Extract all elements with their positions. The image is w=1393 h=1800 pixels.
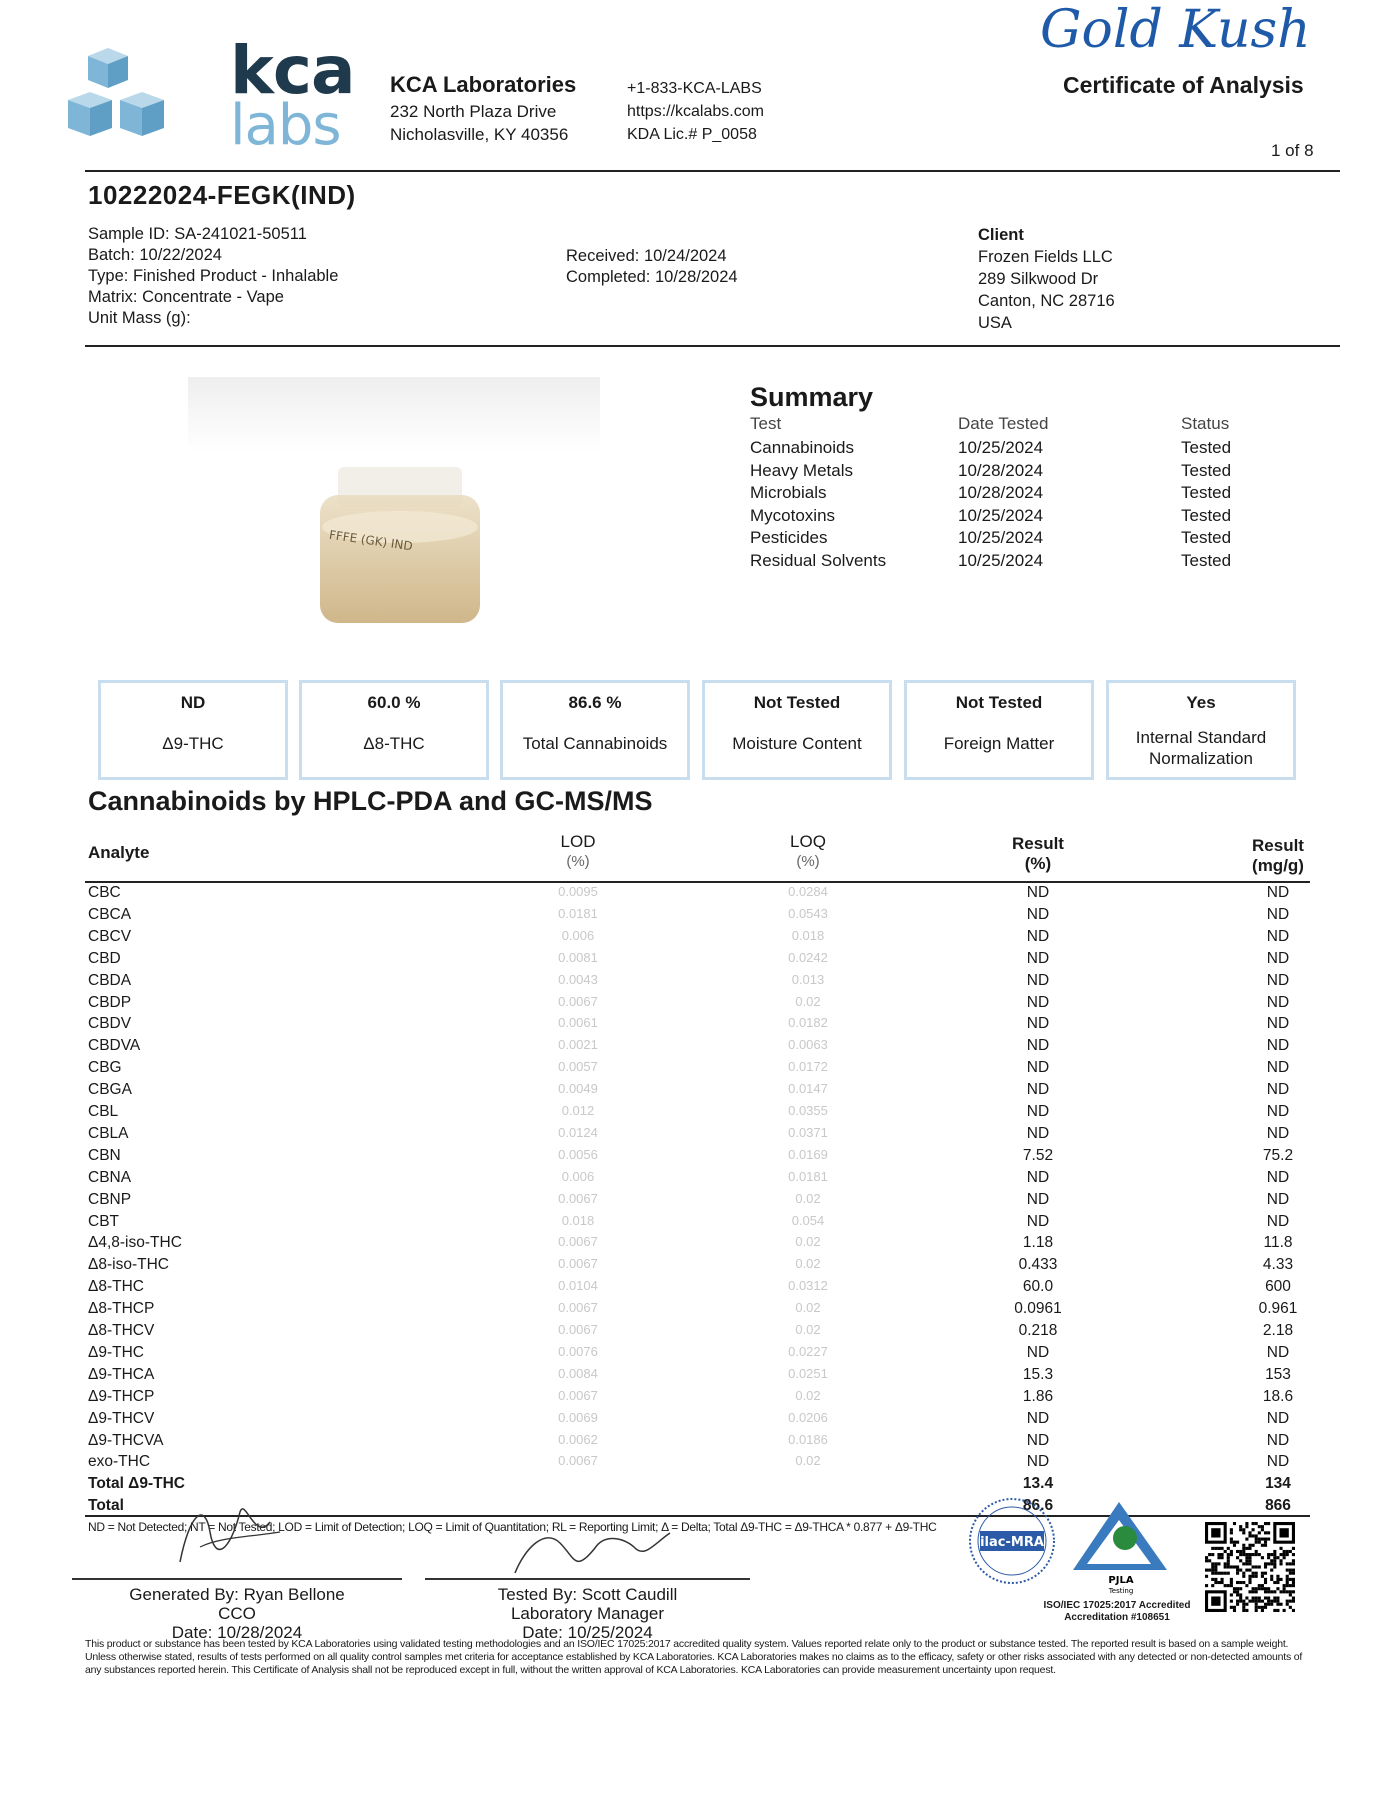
- table-row: [88, 1410, 1308, 1432]
- result-box: [1106, 680, 1296, 780]
- lab-website-link[interactable]: https://kcalabs.com: [627, 103, 764, 120]
- client-line: Frozen Fields LLC: [978, 248, 1113, 266]
- result-box: [98, 680, 288, 780]
- loq-value: 0.02: [795, 1190, 821, 1206]
- kca-cubes-logo-icon: [68, 48, 208, 158]
- lab-address: [390, 100, 568, 146]
- document-title: Certificate of Analysis: [1063, 72, 1304, 98]
- loq-value: 0.0227: [788, 1343, 828, 1359]
- col-result-mg-label: Result: [1252, 836, 1304, 855]
- result-mg-per-g: ND: [1266, 971, 1290, 989]
- summary-date: 10/25/2024: [958, 438, 1044, 457]
- analyte-name: CBDV: [88, 1015, 132, 1033]
- result-percent: 15.3: [1022, 1365, 1054, 1383]
- sample-type: Type: Finished Product - Inhalable: [88, 267, 339, 285]
- sample-code: 10222024-FEGK(IND): [88, 180, 356, 210]
- result-mg-per-g: ND: [1266, 1103, 1290, 1120]
- result-box-label: Δ9-THC: [162, 734, 224, 753]
- result-mg-per-g: ND: [1266, 1168, 1290, 1186]
- result-percent: ND: [1026, 1343, 1050, 1361]
- analyte-name: CBG: [88, 1059, 122, 1077]
- lod-value: 0.0049: [558, 1081, 598, 1097]
- summary-title: Summary: [750, 382, 874, 412]
- analyte-name: Δ9-THCVA: [88, 1431, 164, 1449]
- lod-value: 0.0095: [558, 884, 598, 899]
- table-row: [88, 1432, 1308, 1454]
- table-row: [88, 972, 1308, 994]
- summary-row: [750, 461, 1270, 483]
- result-mg-per-g: ND: [1266, 1343, 1290, 1361]
- result-percent: ND: [1026, 1168, 1050, 1186]
- summary-date: 10/25/2024: [958, 528, 1044, 548]
- result-mg-per-g: ND: [1266, 1037, 1290, 1055]
- result-percent: 0.433: [1018, 1256, 1058, 1274]
- result-box-label: Total Cannabinoids: [522, 734, 668, 753]
- tested-by-name: Tested By: Scott Caudill: [497, 1585, 678, 1604]
- summary-row: [750, 551, 1270, 573]
- lab-phone: +1-833-KCA-LABS: [627, 80, 762, 97]
- table-header-divider: [85, 881, 1310, 883]
- loq-value: 0.0242: [788, 949, 828, 965]
- result-box-label: Foreign Matter: [943, 734, 1055, 753]
- sample-unit-mass: Unit Mass (g):: [88, 309, 191, 327]
- table-row: [88, 1081, 1308, 1103]
- analyte-name: CBN: [88, 1146, 121, 1164]
- summary-row: [750, 438, 1270, 460]
- loq-value: 0.054: [791, 1212, 825, 1228]
- analyte-name: CBL: [88, 1103, 119, 1120]
- result-mg-per-g: 866: [1265, 1497, 1291, 1515]
- summary-row: [750, 528, 1270, 550]
- loq-value: 0.0063: [788, 1037, 828, 1053]
- result-mg-per-g: 134: [1265, 1475, 1291, 1493]
- loq-value: 0.02: [795, 1322, 821, 1337]
- result-mg-per-g: ND: [1266, 1081, 1290, 1099]
- analyte-name: CBD: [88, 949, 121, 967]
- result-mg-per-g: 4.33: [1262, 1256, 1294, 1274]
- analyte-name: CBDP: [88, 993, 132, 1011]
- table-row: [88, 1453, 1308, 1475]
- sample-batch: Batch: 10/22/2024: [88, 246, 222, 264]
- lod-value: 0.0057: [558, 1059, 598, 1075]
- result-percent: ND: [1026, 993, 1050, 1011]
- result-box-value: Yes: [1186, 693, 1216, 712]
- loq-value: 0.0182: [788, 1015, 828, 1031]
- loq-value: 0.02: [795, 1234, 821, 1250]
- result-mg-per-g: ND: [1266, 1409, 1290, 1427]
- tested-by-date: Date: 10/25/2024: [522, 1623, 653, 1642]
- generated-by-name: Generated By: Ryan Bellone: [129, 1585, 345, 1604]
- lod-value: 0.012: [561, 1103, 595, 1118]
- analyte-name: Δ8-THC: [88, 1278, 144, 1296]
- summary-test: Residual Solvents: [750, 551, 887, 570]
- result-mg-per-g: ND: [1266, 1190, 1290, 1208]
- lod-value: 0.0061: [558, 1015, 598, 1031]
- analyte-name: Δ9-THCP: [88, 1387, 155, 1405]
- vial-icon: [188, 377, 600, 633]
- handwritten-note: Gold Kush: [1040, 0, 1311, 60]
- loq-value: 0.018: [791, 927, 825, 943]
- loq-value: 0.0284: [788, 884, 828, 899]
- table-row: [88, 1147, 1308, 1169]
- col-lod: [488, 832, 668, 872]
- loq-value: 0.02: [795, 1300, 821, 1316]
- loq-value: 0.0251: [788, 1365, 828, 1381]
- summary-status: Tested: [1181, 438, 1232, 457]
- analyte-name: Δ9-THCV: [88, 1409, 155, 1427]
- summary-date: 10/25/2024: [958, 551, 1044, 570]
- generated-by: [72, 1585, 402, 1642]
- lab-address-line: 232 North Plaza Drive: [390, 102, 557, 121]
- result-box-value: 86.6 %: [568, 693, 622, 712]
- col-loq-label: LOQ: [790, 832, 826, 851]
- analyte-name: CBLA: [88, 1124, 129, 1142]
- lod-value: 0.0067: [558, 1190, 598, 1206]
- result-mg-per-g: 0.961: [1258, 1300, 1298, 1318]
- loq-value: 0.0186: [788, 1431, 828, 1447]
- summary-test: Microbials: [750, 483, 827, 503]
- col-result-pct: [948, 834, 1128, 874]
- pjla-name: PJLA: [1108, 1575, 1134, 1586]
- lab-name: KCA Laboratories: [390, 72, 577, 97]
- loq-value: 0.013: [791, 971, 825, 987]
- lod-value: 0.0181: [558, 905, 598, 921]
- qr-code-icon[interactable]: [1205, 1522, 1295, 1612]
- analyte-name: Δ4,8-iso-THC: [88, 1234, 182, 1252]
- lab-license: KDA Lic.# P_0058: [627, 126, 757, 143]
- result-box-label: Internal Standard Normalization: [1135, 728, 1267, 768]
- lod-value: 0.0069: [558, 1409, 598, 1425]
- result-mg-per-g: 2.18: [1262, 1322, 1294, 1339]
- col-result-mg-unit: (mg/g): [1252, 856, 1304, 875]
- result-percent: ND: [1026, 1409, 1050, 1427]
- signature-bellone-icon: [160, 1492, 290, 1572]
- table-row: [88, 1191, 1308, 1213]
- loq-value: 0.0543: [788, 905, 828, 921]
- page-number: 1 of 8: [1271, 141, 1314, 160]
- analyte-name: Δ8-iso-THC: [88, 1256, 169, 1274]
- loq-value: 0.02: [795, 1387, 821, 1403]
- analyte-name: CBT: [88, 1212, 119, 1230]
- result-percent: 0.0961: [1014, 1300, 1062, 1318]
- client-line: USA: [978, 314, 1012, 332]
- pjla-sub: Testing: [1108, 1587, 1134, 1595]
- summary-status: Tested: [1181, 505, 1232, 525]
- table-row: [88, 950, 1308, 972]
- summary-date: 10/28/2024: [958, 483, 1044, 503]
- logo-kca-text: kca: [230, 32, 355, 109]
- table-row: [88, 1234, 1308, 1256]
- result-mg-per-g: ND: [1266, 905, 1290, 923]
- result-mg-per-g: ND: [1266, 884, 1290, 901]
- lod-value: 0.006: [561, 927, 595, 943]
- result-box-value: 60.0 %: [367, 693, 421, 712]
- lab-contact: [627, 77, 764, 146]
- result-percent: ND: [1026, 949, 1050, 967]
- result-percent: 13.4: [1022, 1475, 1054, 1493]
- analyte-name: exo-THC: [88, 1453, 151, 1471]
- table-row: [88, 1213, 1308, 1235]
- sample-meta: [88, 224, 338, 329]
- analyte-name: CBCV: [88, 927, 132, 945]
- lod-value: 0.0084: [558, 1365, 598, 1381]
- result-mg-per-g: ND: [1266, 1124, 1290, 1142]
- lod-value: 0.0076: [558, 1343, 598, 1359]
- result-percent: 1.86: [1022, 1387, 1054, 1405]
- summary-test: Cannabinoids: [750, 438, 854, 457]
- loq-value: 0.02: [795, 1256, 821, 1272]
- result-box: [702, 680, 892, 780]
- table-row: [88, 1256, 1308, 1278]
- col-result-pct-label: Result: [1012, 834, 1064, 853]
- loq-value: 0.0181: [788, 1168, 828, 1184]
- vial-label: FFFE (GK) IND: [328, 527, 414, 554]
- table-row: [88, 1366, 1308, 1388]
- pjla-accreditation: [1022, 1600, 1212, 1624]
- lod-value: 0.0062: [558, 1431, 598, 1447]
- analyte-name: CBC: [88, 884, 121, 901]
- client-heading: Client: [978, 226, 1024, 244]
- summary-date: Date Tested: [958, 414, 1049, 433]
- table-row: [88, 1300, 1308, 1322]
- summary-status: Tested: [1181, 483, 1232, 503]
- table-row: [88, 1015, 1308, 1037]
- result-percent: 7.52: [1022, 1146, 1054, 1164]
- table-row: [88, 1322, 1308, 1344]
- lod-value: 0.006: [561, 1168, 595, 1184]
- result-mg-per-g: 600: [1265, 1278, 1291, 1296]
- analyte-name: Δ8-THCP: [88, 1300, 155, 1318]
- loq-value: 0.0206: [788, 1409, 828, 1425]
- result-percent: ND: [1026, 1059, 1050, 1077]
- result-percent: ND: [1026, 1431, 1050, 1449]
- lod-value: 0.018: [561, 1212, 595, 1228]
- summary-row: [750, 506, 1270, 528]
- pjla-line: Accreditation #108651: [1064, 1612, 1170, 1623]
- lod-value: 0.0067: [558, 1234, 598, 1250]
- result-percent: ND: [1026, 927, 1050, 945]
- pjla-line: ISO/IEC 17025:2017 Accredited: [1043, 1600, 1191, 1611]
- header-divider: [85, 170, 1340, 172]
- lod-value: 0.0067: [558, 1322, 598, 1337]
- result-mg-per-g: ND: [1266, 1453, 1290, 1471]
- result-mg-per-g: ND: [1266, 949, 1290, 967]
- result-box-label: Moisture Content: [732, 734, 862, 753]
- lod-value: 0.0067: [558, 1300, 598, 1316]
- summary-test: Test: [750, 414, 782, 433]
- cannabinoids-title: Cannabinoids by HPLC-PDA and GC-MS/MS: [88, 786, 653, 816]
- analyte-name: Total: [88, 1497, 124, 1515]
- result-box: [904, 680, 1094, 780]
- table-row: [88, 1388, 1308, 1410]
- analyte-name: Δ9-THC: [88, 1343, 144, 1361]
- result-percent: ND: [1026, 1124, 1050, 1142]
- lod-value: 0.0056: [558, 1146, 598, 1162]
- table-row: [88, 928, 1308, 950]
- result-mg-per-g: ND: [1266, 1431, 1290, 1449]
- completed-date: Completed: 10/28/2024: [566, 268, 738, 286]
- client-line: Canton, NC 28716: [978, 292, 1115, 310]
- analyte-name: Δ9-THCA: [88, 1365, 155, 1383]
- col-lod-unit: (%): [566, 853, 590, 870]
- lod-value: 0.0124: [558, 1124, 598, 1140]
- signature-caudill-icon: [505, 1518, 675, 1583]
- table-row: [88, 1278, 1308, 1300]
- table-row: [88, 1103, 1308, 1125]
- result-mg-per-g: ND: [1266, 1059, 1290, 1077]
- tested-by: [425, 1585, 750, 1642]
- result-mg-per-g: 153: [1265, 1365, 1291, 1383]
- result-mg-per-g: ND: [1266, 1015, 1290, 1033]
- result-percent: ND: [1026, 1453, 1050, 1471]
- result-mg-per-g: ND: [1266, 927, 1290, 945]
- loq-value: 0.0169: [788, 1146, 828, 1162]
- result-box-value: Not Tested: [955, 693, 1043, 712]
- table-row: [88, 906, 1308, 928]
- result-percent: 86.6: [1022, 1497, 1054, 1515]
- analyte-name: Δ8-THCV: [88, 1322, 155, 1339]
- result-box-label: Δ8-THC: [363, 734, 425, 753]
- result-percent: ND: [1026, 1103, 1050, 1120]
- result-percent: ND: [1026, 1081, 1050, 1099]
- loq-value: 0.0172: [788, 1059, 828, 1075]
- summary-status: Tested: [1181, 551, 1232, 570]
- loq-value: 0.0147: [788, 1081, 828, 1097]
- table-row: [88, 994, 1308, 1016]
- analyte-name: CBNP: [88, 1190, 132, 1208]
- result-percent: ND: [1026, 905, 1050, 923]
- lab-address-line: Nicholasville, KY 40356: [390, 125, 569, 144]
- result-box-value: Not Tested: [753, 693, 841, 712]
- sample-photo: [188, 377, 600, 633]
- table-row: [88, 884, 1308, 906]
- table-row: [88, 1125, 1308, 1147]
- signature-line: [425, 1578, 750, 1580]
- summary-status: Status: [1181, 414, 1230, 433]
- col-lod-label: LOD: [560, 832, 596, 851]
- lod-value: 0.0067: [558, 993, 598, 1009]
- loq-value: 0.0312: [788, 1278, 828, 1294]
- summary-test: Heavy Metals: [750, 460, 853, 480]
- lod-value: 0.0081: [558, 949, 598, 965]
- lod-value: 0.0021: [558, 1037, 598, 1053]
- result-percent: ND: [1026, 971, 1050, 989]
- summary-test: Mycotoxins: [750, 505, 836, 525]
- sample-matrix: Matrix: Concentrate - Vape: [88, 288, 284, 306]
- client-line: 289 Silkwood Dr: [978, 270, 1099, 288]
- sample-id: Sample ID: SA-241021-50511: [88, 225, 307, 243]
- col-analyte: Analyte: [88, 843, 150, 862]
- result-mg-per-g: 75.2: [1262, 1146, 1294, 1164]
- generated-by-title: CCO: [218, 1604, 256, 1623]
- disclaimer: This product or substance has been tested by KCA Laboratories using validated testing methodologies and an ISO/IEC 17025:2017 accredited quality system. Values reported relate only to the product or substance tested. The reported result is based on a sample weight. Unless otherwise stated, results of tests performed on all quality control samples met criteria for acceptance established by KCA Laboratories. KCA Laboratories makes no claims as to the efficacy, safety or other risks associated with any detected or non-detected amounts of any substances reported herein. This Certificate of Analysis shall not be reproduced except in full, without the written approval of KCA Laboratories. KCA Laboratories can provide measurement uncertainty upon request.: [85, 1638, 1303, 1676]
- received-date: Received: 10/24/2024: [566, 247, 727, 265]
- lod-value: 0.0067: [558, 1256, 598, 1272]
- result-percent: ND: [1026, 1190, 1050, 1208]
- summary-status: Tested: [1181, 460, 1232, 480]
- signature-line: [72, 1578, 402, 1580]
- ilac-mra-seal-icon: [966, 1495, 1058, 1587]
- sample-dates: [566, 246, 738, 288]
- lod-value: 0.0104: [558, 1278, 598, 1294]
- ilac-text: ilac-MRA: [980, 1535, 1044, 1550]
- analyte-name: CBGA: [88, 1081, 132, 1099]
- generated-by-date: Date: 10/28/2024: [171, 1623, 303, 1642]
- client-info: [978, 224, 1115, 334]
- sample-divider: [85, 345, 1340, 347]
- loq-value: 0.02: [795, 993, 821, 1009]
- analyte-name: CBCA: [88, 905, 132, 923]
- table-row: [88, 1344, 1308, 1366]
- col-result-pct-unit: (%): [1024, 854, 1052, 873]
- result-percent: ND: [1026, 1037, 1050, 1055]
- analyte-name: CBDA: [88, 971, 132, 989]
- table-legend: ND = Not Detected; NT = Not Tested; LOD = Limit of Detection; LOQ = Limit of Quantitation; RL = Reporting Limit; Δ = Delta; Total Δ9-THC = Δ9-THCA * 0.877 + Δ9-THC: [88, 1520, 937, 1534]
- summary-date: 10/25/2024: [958, 505, 1044, 525]
- col-result-mg: [1188, 836, 1368, 876]
- table-row: [88, 1169, 1308, 1191]
- summary-status: Tested: [1181, 528, 1232, 548]
- summary-row: [750, 483, 1270, 505]
- logo-labs-text: labs: [230, 93, 341, 158]
- result-percent: 60.0: [1022, 1278, 1054, 1296]
- result-mg-per-g: 18.6: [1262, 1387, 1294, 1405]
- result-box: [500, 680, 690, 780]
- result-mg-per-g: ND: [1266, 1212, 1290, 1230]
- loq-value: 0.0355: [788, 1103, 828, 1118]
- col-loq-unit: (%): [796, 853, 820, 870]
- lod-value: 0.0043: [558, 971, 598, 987]
- col-loq: [718, 832, 898, 872]
- lod-value: 0.0067: [558, 1387, 598, 1403]
- result-percent: 1.18: [1022, 1234, 1054, 1252]
- result-percent: ND: [1026, 1015, 1050, 1033]
- summary-date: 10/28/2024: [958, 460, 1044, 480]
- lod-value: 0.0067: [558, 1453, 598, 1469]
- loq-value: 0.02: [795, 1453, 821, 1469]
- analyte-name: Total Δ9-THC: [88, 1475, 185, 1493]
- result-percent: 0.218: [1018, 1322, 1058, 1339]
- summary-test: Pesticides: [750, 528, 828, 548]
- table-row: [88, 1059, 1308, 1081]
- analyte-name: CBDVA: [88, 1037, 141, 1055]
- loq-value: 0.0371: [788, 1124, 828, 1140]
- analyte-name: CBNA: [88, 1168, 132, 1186]
- tested-by-title: Laboratory Manager: [510, 1604, 665, 1623]
- result-percent: ND: [1026, 884, 1050, 901]
- result-percent: ND: [1026, 1212, 1050, 1230]
- summary-header-row: [750, 414, 1270, 436]
- result-box: [299, 680, 489, 780]
- result-mg-per-g: ND: [1266, 993, 1290, 1011]
- result-box-value: ND: [180, 693, 206, 712]
- table-row: [88, 1037, 1308, 1059]
- result-mg-per-g: 11.8: [1263, 1234, 1293, 1252]
